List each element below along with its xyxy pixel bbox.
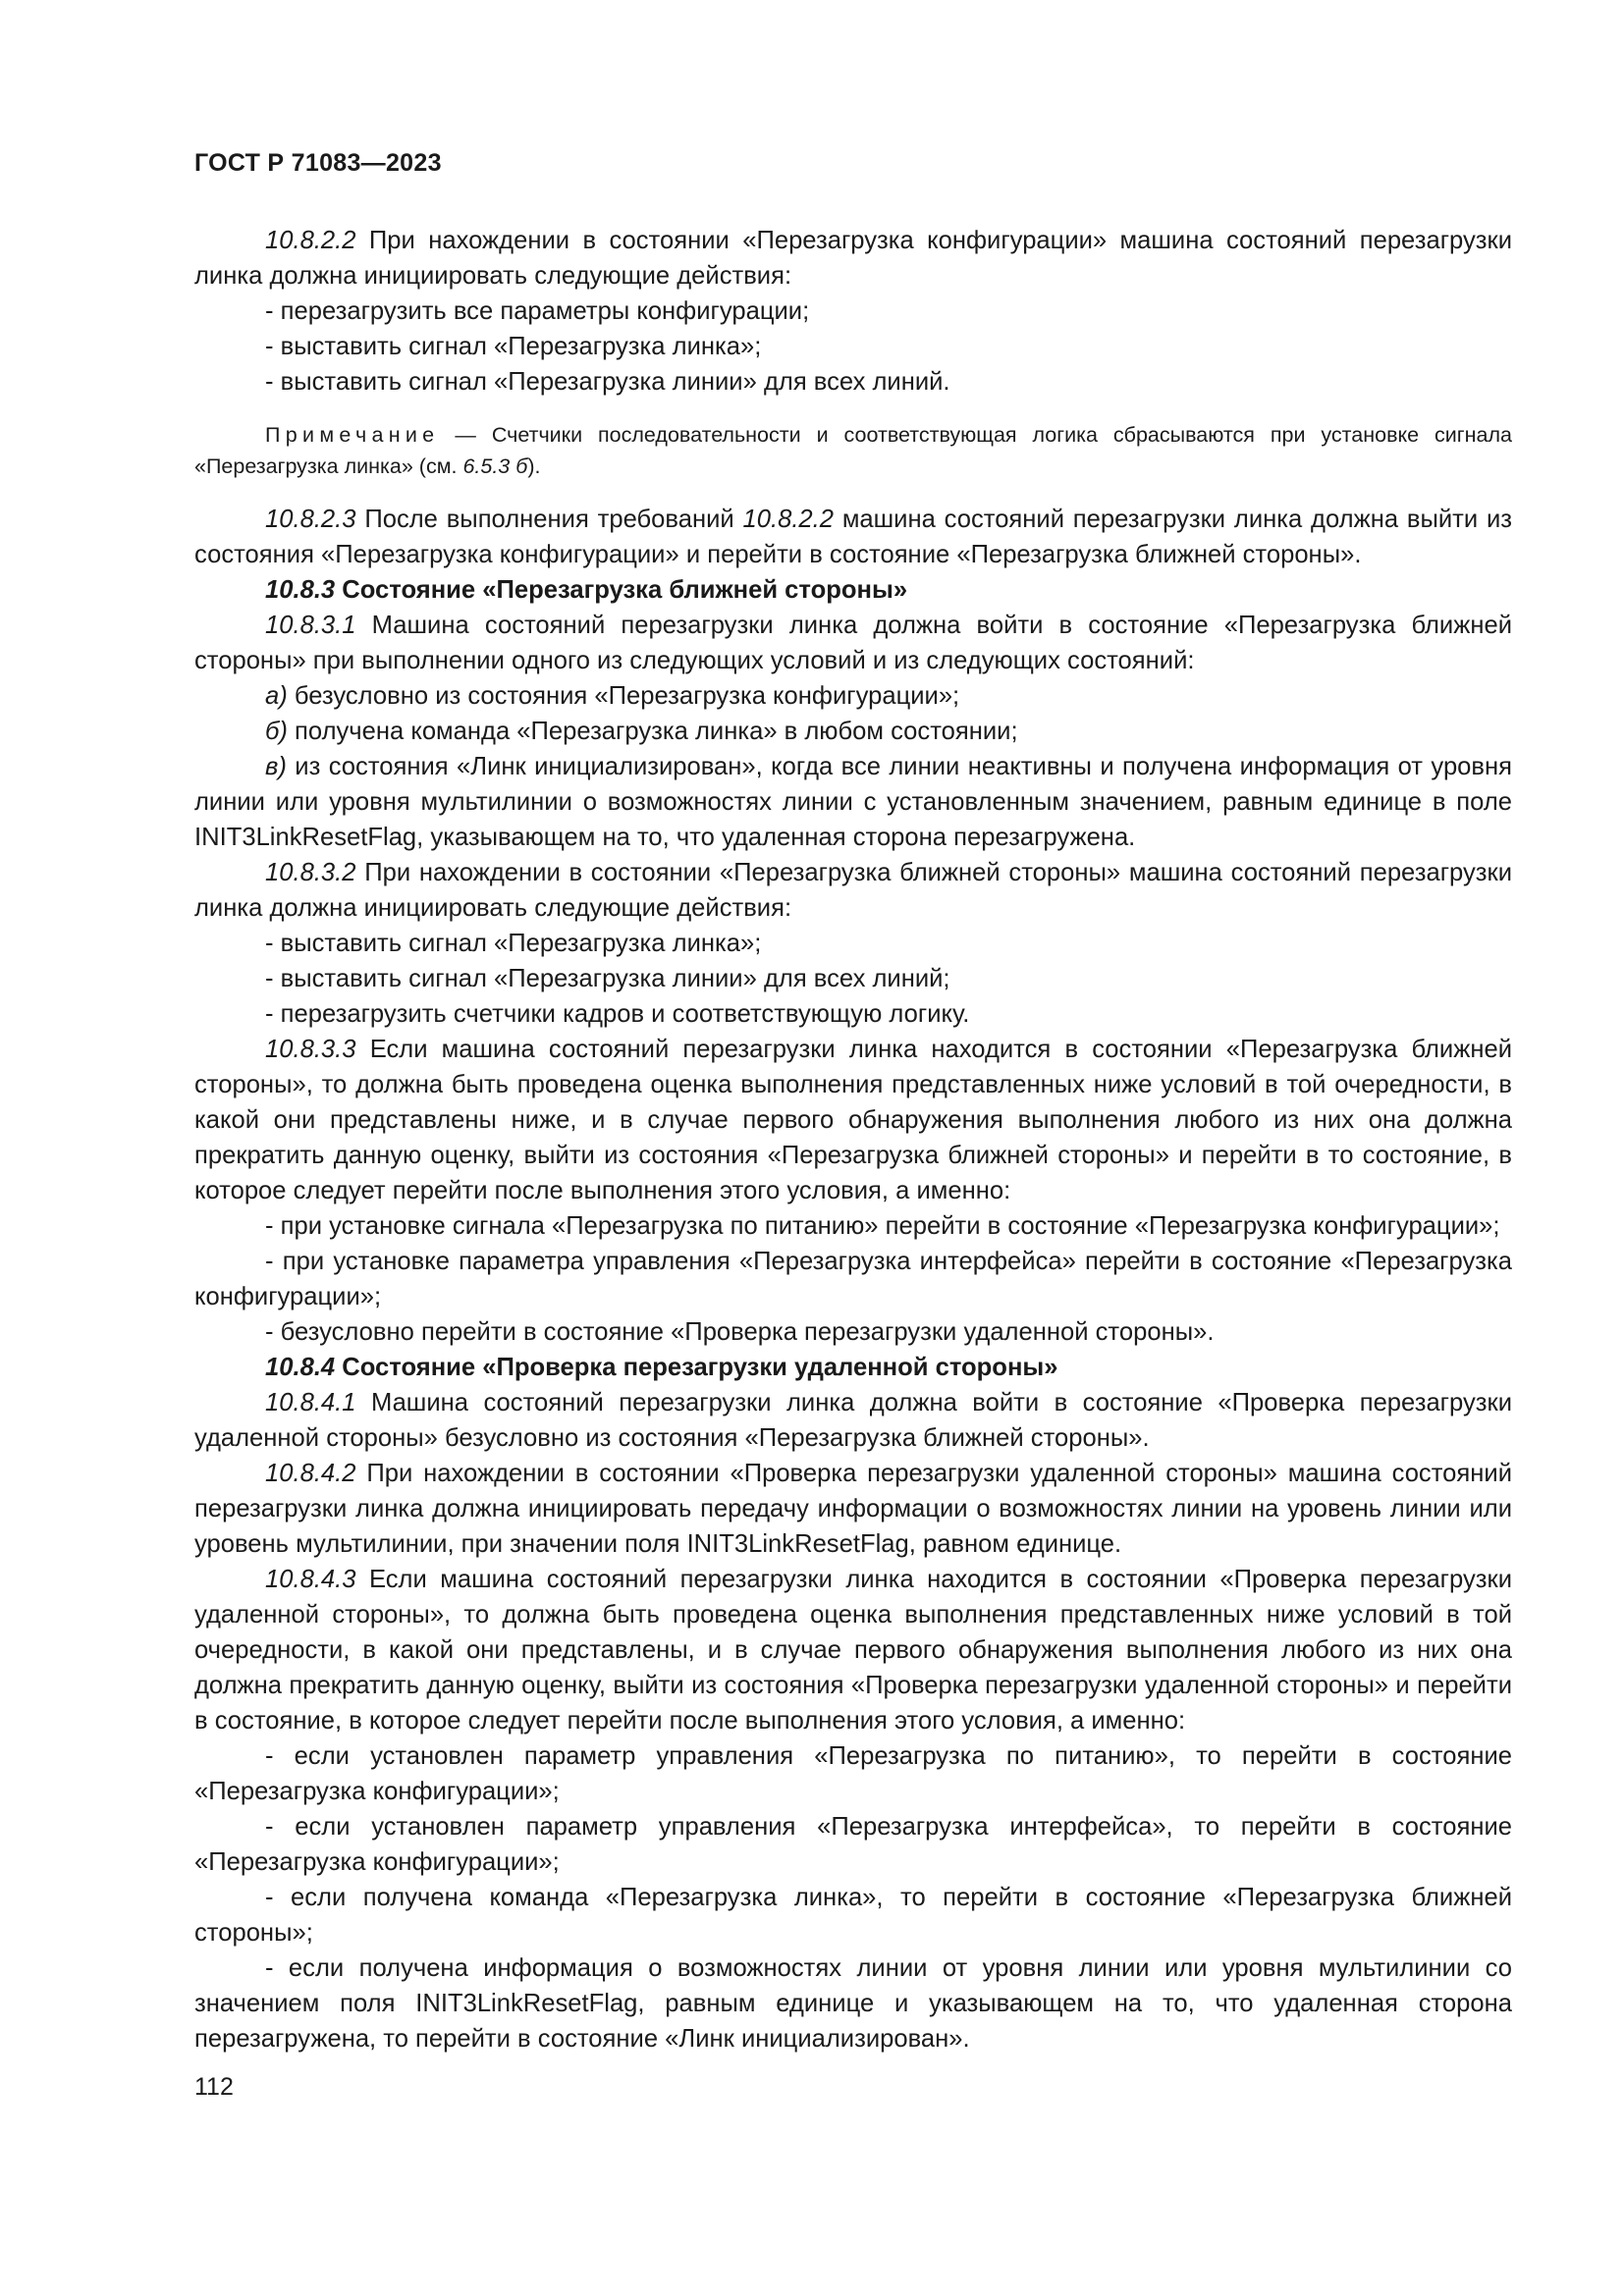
list-item: - выставить сигнал «Перезагрузка линка»;	[265, 333, 762, 360]
clause-text: При нахождении в состоянии «Перезагрузка конфигурации» машина состояний перезагрузки линка должна инициировать следующие действия:	[194, 227, 1512, 290]
clause-reference: 10.8.2.2	[742, 506, 835, 533]
list-marker: б)	[265, 718, 288, 745]
clause-text: После выполнения требований	[355, 506, 743, 533]
list-item: - если получена команда «Перезагрузка линка», то перейти в состояние «Перезагрузка ближней стороны»;	[194, 1884, 1512, 1947]
clause-number: 10.8.3.3	[265, 1036, 356, 1063]
clause-text: Если машина состояний перезагрузки линка находится в состоянии «Проверка перезагрузки удаленной стороны», то должна быть проведена оценка выполнения представленных ниже условий в той очередности, в какой они представлены, и в случае первого обнаружения выполнения любого из них она должна прекратить данную оценку, выйти из состояния «Проверка перезагрузки удаленной стороны» и перейти в состояние, в которое следует перейти после выполнения этого условия, а именно:	[194, 1566, 1512, 1735]
clause-10-8-2-3	[194, 502, 1512, 572]
list-item: - при установке параметра управления «Перезагрузка интерфейса» перейти в состояние «Перезагрузка конфигурации»;	[194, 1248, 1512, 1310]
list-item	[194, 749, 1512, 855]
note-reference: 6.5.3 б	[462, 454, 528, 478]
clause-number: 10.8.4.3	[265, 1566, 356, 1593]
clause-text: Машина состояний перезагрузки линка должна войти в состояние «Перезагрузка ближней стороны» при выполнении одного из следующих условий и из следующих состояний:	[194, 612, 1512, 674]
clause-number: 10.8.2.3	[265, 506, 356, 533]
document-body	[194, 223, 1512, 2056]
list-item: - перезагрузить все параметры конфигурации;	[265, 297, 810, 325]
clause-text-end: машина состояний перезагрузки линка должна выйти из состояния «Перезагрузка конфигурации» и перейти в состояние «Перезагрузка ближней стороны».	[194, 506, 1513, 568]
list-item: - выставить сигнал «Перезагрузка линии» для всех линий;	[265, 965, 950, 992]
list-marker: а)	[265, 682, 288, 710]
list-item: - перезагрузить счетчики кадров и соответствующую логику.	[265, 1000, 970, 1028]
clause-number: 10.8.4.1	[265, 1389, 356, 1416]
clause-text: При нахождении в состоянии «Перезагрузка ближней стороны» машина состояний перезагрузки линка должна инициировать следующие действия:	[194, 859, 1512, 922]
clause-10-8-3-1	[194, 608, 1512, 678]
list-text: из состояния «Линк инициализирован», когда все линии неактивны и получена информация от уровня линии или уровня мультилинии о возможностях линии с установленным значением, равным единице в поле INIT3LinkResetFlag, указывающем на то, что удаленная сторона перезагружена.	[194, 753, 1512, 851]
note-label: Примечание	[265, 423, 440, 447]
list-item	[194, 678, 1512, 714]
list-item: - безусловно перейти в состояние «Проверка перезагрузки удаленной стороны».	[265, 1318, 1215, 1346]
list-marker: в)	[265, 753, 287, 780]
clause-10-8-4-2	[194, 1456, 1512, 1562]
clause-text: Если машина состояний перезагрузки линка находится в состоянии «Перезагрузка ближней стороны», то должна быть проведена оценка выполнения представленных ниже условий в той очередности, в какой они представлены ниже, и в случае первого обнаружения выполнения любого из них она должна прекратить данную оценку, выйти из состояния «Перезагрузка ближней стороны» и перейти в то состояние, в которое следует перейти после выполнения этого условия, а именно:	[194, 1036, 1512, 1204]
section-number: 10.8.3	[265, 576, 336, 604]
section-title: Состояние «Проверка перезагрузки удаленной стороны»	[335, 1354, 1058, 1381]
clause-text: При нахождении в состоянии «Проверка перезагрузки удаленной стороны» машина состояний перезагрузки линка должна инициировать передачу информации о возможностях линии на уровень линии или уровень мультилинии, при значении поля INIT3LinkResetFlag, равном единице.	[194, 1460, 1512, 1558]
list-item: - выставить сигнал «Перезагрузка линии» для всех линий.	[265, 368, 950, 396]
section-heading-10-8-4	[194, 1350, 1512, 1385]
list-item	[194, 714, 1512, 749]
note-text: — Счетчики последовательности и соответствующая логика сбрасываются при установке сигнала «Перезагрузка линка» (см.	[194, 423, 1512, 478]
clause-10-8-2-2	[194, 223, 1512, 294]
document-header: ГОСТ Р 71083—2023	[194, 149, 442, 177]
clause-number: 10.8.3.1	[265, 612, 356, 639]
note	[194, 419, 1512, 482]
list-item: - выставить сигнал «Перезагрузка линка»;	[265, 930, 762, 957]
clause-number: 10.8.4.2	[265, 1460, 356, 1487]
list-item: - при установке сигнала «Перезагрузка по питанию» перейти в состояние «Перезагрузка конфигурации»;	[265, 1212, 1500, 1240]
page-number: 112	[194, 2073, 234, 2101]
clause-10-8-3-2	[194, 855, 1512, 926]
clause-10-8-4-3	[194, 1562, 1512, 1738]
clause-number: 10.8.3.2	[265, 859, 356, 886]
list-item: - если получена информация о возможностях линии от уровня линии или уровня мультилинии со значением поля INIT3LinkResetFlag, равным единице и указывающем на то, что удаленная сторона перезагружена, то перейти в состояние «Линк инициализирован».	[194, 1954, 1512, 2053]
note-text-end: ).	[527, 454, 541, 478]
list-text: получена команда «Перезагрузка линка» в любом состоянии;	[287, 718, 1018, 745]
clause-10-8-4-1	[194, 1385, 1512, 1456]
list-item: - если установлен параметр управления «Перезагрузка интерфейса», то перейти в состояние «Перезагрузка конфигурации»;	[194, 1813, 1512, 1876]
clause-text: Машина состояний перезагрузки линка должна войти в состояние «Проверка перезагрузки удаленной стороны» безусловно из состояния «Перезагрузка ближней стороны».	[194, 1389, 1512, 1452]
list-item: - если установлен параметр управления «Перезагрузка по питанию», то перейти в состояние «Перезагрузка конфигурации»;	[194, 1742, 1512, 1805]
section-number: 10.8.4	[265, 1354, 336, 1381]
section-title: Состояние «Перезагрузка ближней стороны»	[335, 576, 908, 604]
section-heading-10-8-3	[194, 572, 1512, 608]
clause-10-8-3-3	[194, 1032, 1512, 1208]
clause-number: 10.8.2.2	[265, 227, 356, 254]
list-text: безусловно из состояния «Перезагрузка конфигурации»;	[287, 682, 960, 710]
